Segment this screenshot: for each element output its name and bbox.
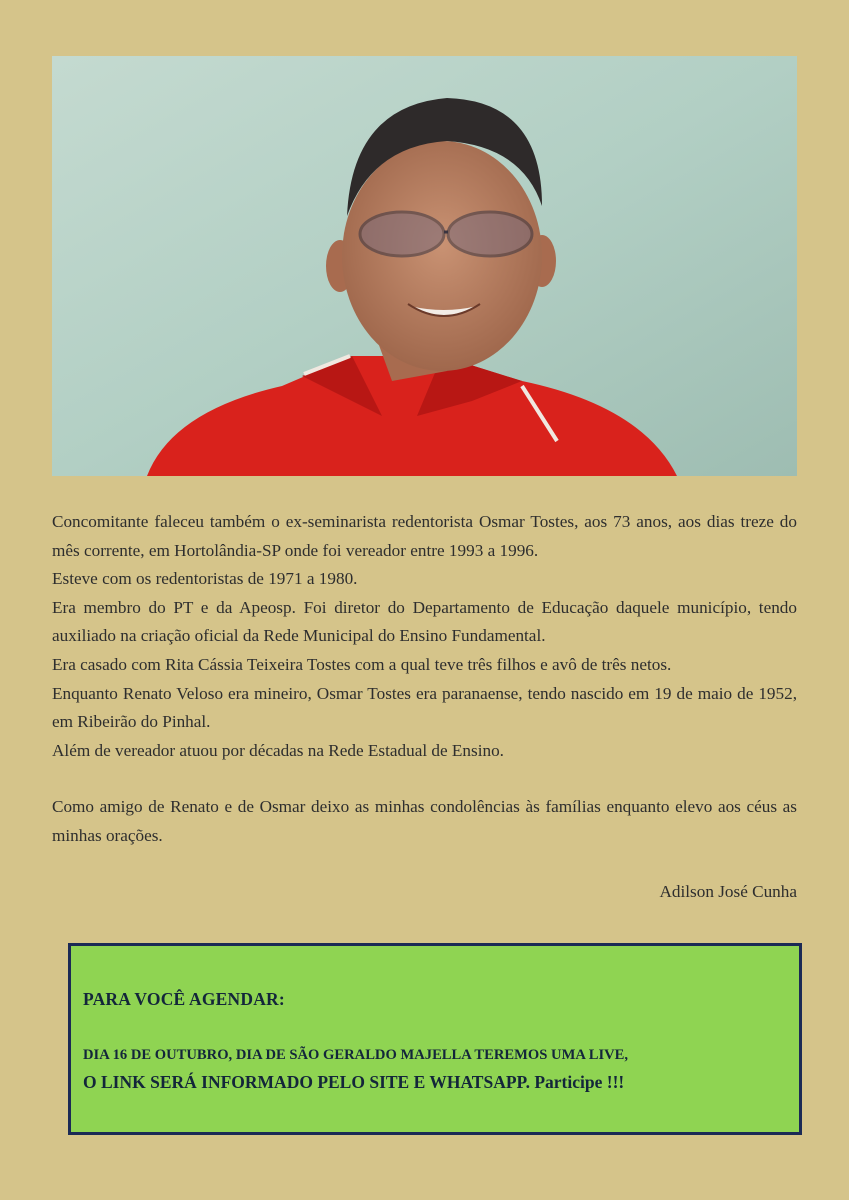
article-paragraph: Esteve com os redentoristas de 1971 a 1980. [52,569,358,589]
condolences-paragraph: Como amigo de Renato e de Osmar deixo as minhas condolências às famílias enquanto elevo aos céus as minhas orações. [52,797,797,845]
author-signature: Adilson José Cunha [659,882,797,901]
notice-heading: PARA VOCÊ AGENDAR: [83,989,285,1009]
article-paragraph: Era membro do PT e da Apeosp. Foi diretor do Departamento de Educação daquele município, tendo auxiliado na criação oficial da Rede Municipal do Ensino Fundamental. [52,597,797,646]
portrait-photo [52,56,797,476]
article-paragraph: Era casado com Rita Cássia Teixeira Tostes com a qual teve três filhos e avô de três netos. [52,654,672,674]
article-body [52,508,797,851]
article-paragraph: Enquanto Renato Veloso era mineiro, Osmar Tostes era paranaense, tendo nascido em 19 de maio de 1952, em Ribeirão do Pinhal. [52,683,797,732]
notice-event-date: DIA 16 DE OUTUBRO, DIA DE SÃO GERALDO MAJELLA TEREMOS UMA LIVE, [83,1047,629,1063]
article-paragraph: Além de vereador atuou por décadas na Rede Estadual de Ensino. [52,740,504,760]
article-paragraph: Concomitante faleceu também o ex-seminarista redentorista Osmar Tostes, aos 73 anos, aos dias treze do mês corrente, em Hortolândia-SP onde foi vereador entre 1993 a 1996. [52,512,797,560]
portrait-photo-icon [52,56,797,476]
notice-link-info: O LINK SERÁ INFORMADO PELO SITE E WHATSAPP. Participe !!! [83,1072,625,1092]
event-notice-box [68,943,802,1135]
